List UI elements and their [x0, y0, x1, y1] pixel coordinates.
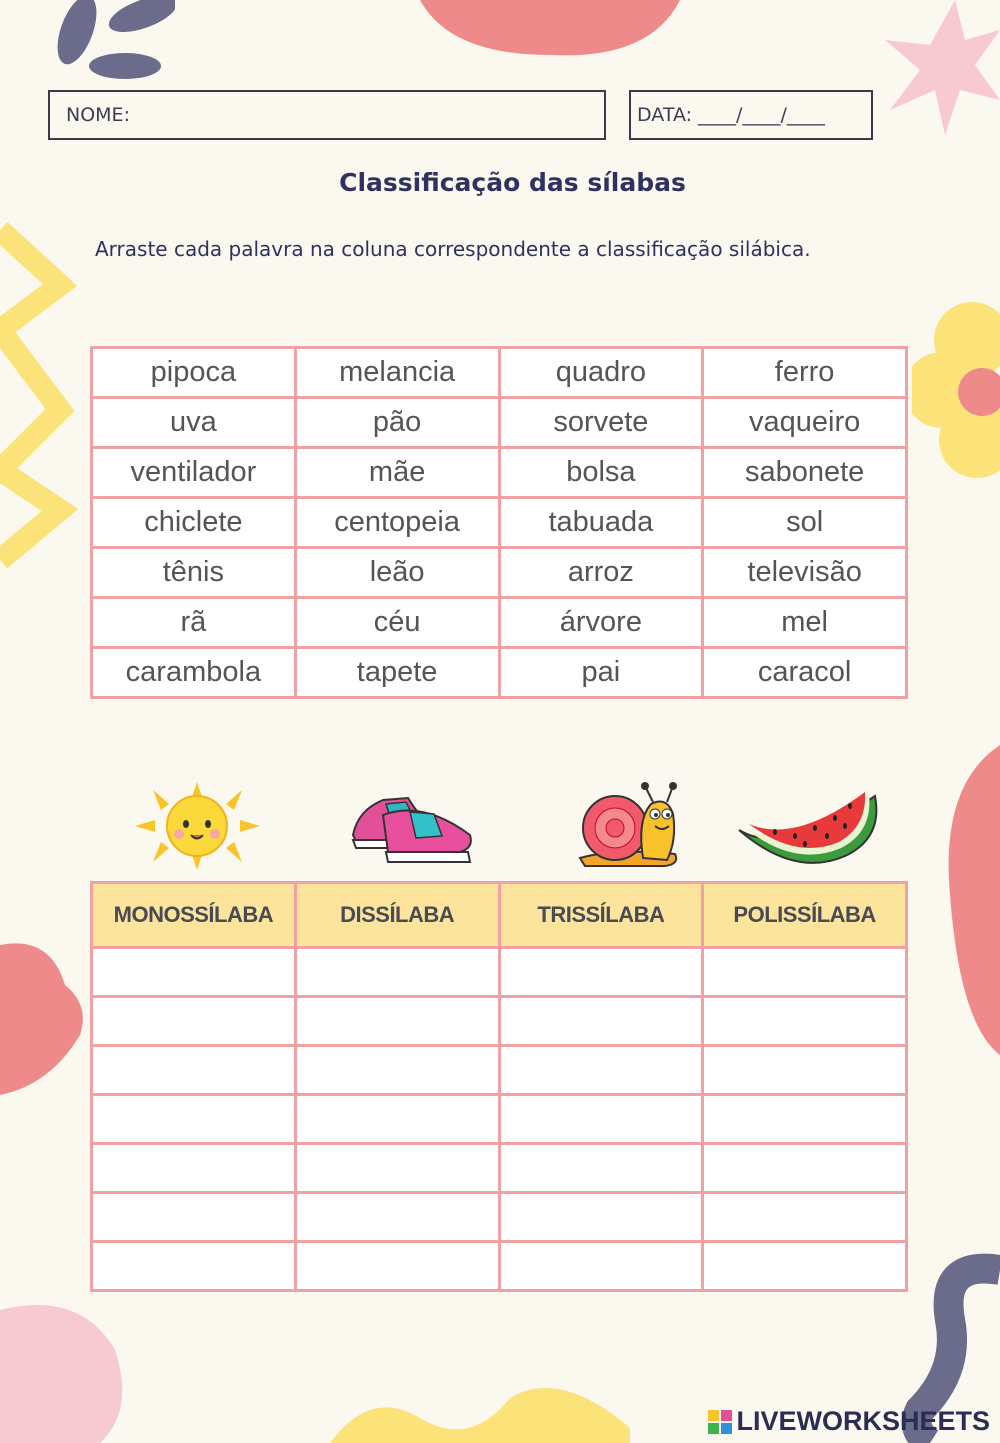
- drop-cell-polissilaba[interactable]: [703, 1046, 907, 1095]
- watermelon-icon: [735, 788, 880, 868]
- word-row: [92, 348, 907, 398]
- drop-cell-dissilaba[interactable]: [295, 1046, 499, 1095]
- classification-header-row: [92, 883, 907, 948]
- draggable-word[interactable]: televisão: [703, 548, 907, 598]
- draggable-word[interactable]: mãe: [295, 448, 499, 498]
- drop-cell-trissilaba[interactable]: [499, 948, 703, 997]
- decorative-zigzag-yellow: [0, 210, 80, 570]
- draggable-word[interactable]: sabonete: [703, 448, 907, 498]
- drop-cell-polissilaba[interactable]: [703, 1095, 907, 1144]
- draggable-word[interactable]: céu: [295, 598, 499, 648]
- draggable-word[interactable]: caracol: [703, 648, 907, 698]
- drop-cell-monossilaba[interactable]: [92, 997, 296, 1046]
- decorative-heart-left: [0, 935, 85, 1095]
- name-field[interactable]: [48, 90, 606, 140]
- date-field[interactable]: [629, 90, 873, 140]
- drop-cell-monossilaba[interactable]: [92, 1242, 296, 1291]
- sneakers-icon: [348, 790, 478, 870]
- decorative-blob-top: [420, 0, 680, 60]
- draggable-word[interactable]: uva: [92, 398, 296, 448]
- drop-cell-trissilaba[interactable]: [499, 1242, 703, 1291]
- drop-cell-monossilaba[interactable]: [92, 1193, 296, 1242]
- draggable-word[interactable]: pipoca: [92, 348, 296, 398]
- decorative-leaves: [25, 0, 175, 90]
- name-label: NOME:: [66, 104, 130, 126]
- header-trissilaba: TRISSÍLABA: [499, 883, 703, 948]
- classification-table: [90, 881, 908, 1292]
- draggable-word[interactable]: tapete: [295, 648, 499, 698]
- draggable-word[interactable]: árvore: [499, 598, 703, 648]
- draggable-word[interactable]: arroz: [499, 548, 703, 598]
- drop-cell-polissilaba[interactable]: [703, 948, 907, 997]
- drop-cell-polissilaba[interactable]: [703, 1144, 907, 1193]
- decorative-star: [885, 0, 1000, 140]
- draggable-word[interactable]: tabuada: [499, 498, 703, 548]
- sun-icon: [135, 782, 260, 870]
- drop-cell-trissilaba[interactable]: [499, 1193, 703, 1242]
- drop-cell-trissilaba[interactable]: [499, 1046, 703, 1095]
- draggable-word[interactable]: melancia: [295, 348, 499, 398]
- drop-cell-monossilaba[interactable]: [92, 1144, 296, 1193]
- date-label: DATA: ____/____/____: [637, 104, 825, 126]
- decorative-flower: [912, 300, 1000, 480]
- drop-row: [92, 948, 907, 997]
- brand-text: LIVEWORKSHEETS: [736, 1406, 990, 1436]
- draggable-word[interactable]: chiclete: [92, 498, 296, 548]
- draggable-word[interactable]: ventilador: [92, 448, 296, 498]
- liveworksheets-logo: [708, 1406, 990, 1437]
- drop-row: [92, 1046, 907, 1095]
- drop-cell-dissilaba[interactable]: [295, 1242, 499, 1291]
- decorative-wave-bottom: [330, 1378, 630, 1443]
- draggable-word[interactable]: quadro: [499, 348, 703, 398]
- header-dissilaba: DISSÍLABA: [295, 883, 499, 948]
- drop-row: [92, 1095, 907, 1144]
- draggable-word[interactable]: ferro: [703, 348, 907, 398]
- drop-row: [92, 1193, 907, 1242]
- drop-cell-dissilaba[interactable]: [295, 1193, 499, 1242]
- drop-cell-dissilaba[interactable]: [295, 1144, 499, 1193]
- drop-cell-polissilaba[interactable]: [703, 1193, 907, 1242]
- drop-cell-monossilaba[interactable]: [92, 1046, 296, 1095]
- drop-cell-polissilaba[interactable]: [703, 997, 907, 1046]
- draggable-word[interactable]: pai: [499, 648, 703, 698]
- drop-row: [92, 997, 907, 1046]
- decorative-blob-right: [930, 745, 1000, 1055]
- drop-cell-trissilaba[interactable]: [499, 1144, 703, 1193]
- draggable-word[interactable]: sol: [703, 498, 907, 548]
- draggable-word[interactable]: vaqueiro: [703, 398, 907, 448]
- drop-cell-trissilaba[interactable]: [499, 1095, 703, 1144]
- drop-row: [92, 1144, 907, 1193]
- drop-cell-monossilaba[interactable]: [92, 1095, 296, 1144]
- draggable-word[interactable]: pão: [295, 398, 499, 448]
- draggable-word[interactable]: leão: [295, 548, 499, 598]
- draggable-word[interactable]: tênis: [92, 548, 296, 598]
- draggable-word[interactable]: centopeia: [295, 498, 499, 548]
- draggable-word[interactable]: mel: [703, 598, 907, 648]
- logo-squares-icon: [708, 1410, 732, 1434]
- draggable-word[interactable]: carambola: [92, 648, 296, 698]
- drop-cell-dissilaba[interactable]: [295, 948, 499, 997]
- drop-cell-trissilaba[interactable]: [499, 997, 703, 1046]
- draggable-word[interactable]: rã: [92, 598, 296, 648]
- draggable-word[interactable]: sorvete: [499, 398, 703, 448]
- word-bank-table: [90, 346, 908, 699]
- word-row: [92, 398, 907, 448]
- drop-cell-dissilaba[interactable]: [295, 1095, 499, 1144]
- drop-cell-dissilaba[interactable]: [295, 997, 499, 1046]
- drop-cell-monossilaba[interactable]: [92, 948, 296, 997]
- word-row: [92, 598, 907, 648]
- snail-icon: [575, 780, 685, 870]
- word-row: [92, 648, 907, 698]
- drop-row: [92, 1242, 907, 1291]
- drop-cell-polissilaba[interactable]: [703, 1242, 907, 1291]
- header-monossilaba: MONOSSÍLABA: [92, 883, 296, 948]
- decorative-blob-bottom-left: [0, 1290, 130, 1443]
- word-row: [92, 498, 907, 548]
- instruction-text: Arraste cada palavra na coluna correspondente a classificação silábica.: [95, 237, 811, 261]
- word-row: [92, 548, 907, 598]
- word-row: [92, 448, 907, 498]
- page-title: Classificação das sílabas: [339, 168, 686, 197]
- draggable-word[interactable]: bolsa: [499, 448, 703, 498]
- header-polissilaba: POLISSÍLABA: [703, 883, 907, 948]
